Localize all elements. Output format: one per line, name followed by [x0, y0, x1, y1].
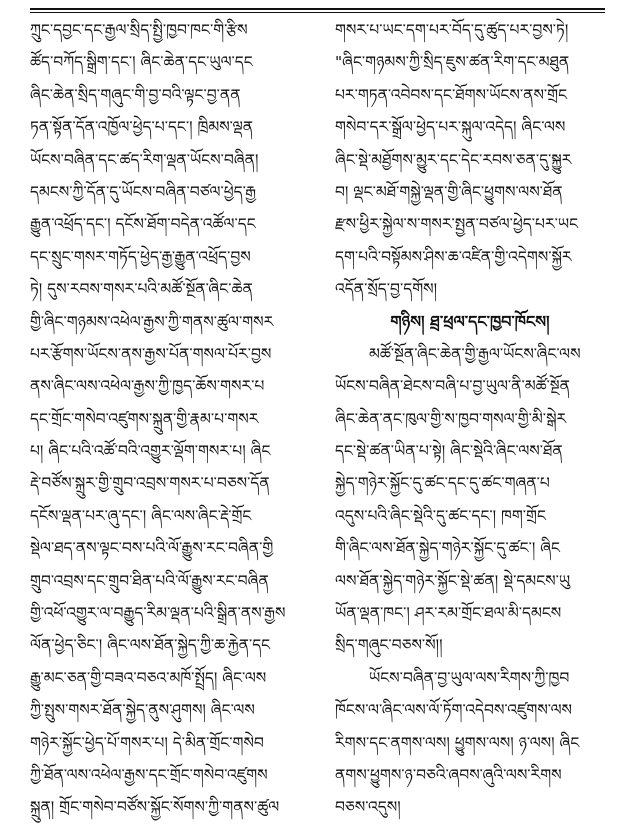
- text-line: རྒྱུན་འཕྲོད་དང་། དངོས་ཐོག་བདེན་འཚོལ་དང: [30, 215, 256, 234]
- text-line: གྱི་ཞིང་གཉམས་འཕེལ་རྒྱས་ཀྱི་གནས་ཚུལ་གསར: [30, 312, 274, 331]
- paragraph-first-line: ཡོངས་བཞིན་བྱ་ཡུལ་ལས་རིགས་ཀྱི་ཁྱབ: [369, 668, 570, 687]
- section-heading: གཉིས། ཐྲ་ཕྲལ་དང་ཁྱབ་ཁོངས།: [390, 311, 550, 331]
- text-line: འདོན་སྲོད་བྱ་དགོས།: [335, 280, 438, 299]
- text-line: རྫས་ཕྱིར་སྐྱེལ་ས་གསར་སྤྱན་བཙལ་ཕྱེད་པར་ཡང: [335, 215, 579, 234]
- text-line: གྲུབ་འབྲས་དང་གྲུབ་ཐིན་པའི་ལོ་རྒྱུས་རང་བཞིན: [30, 571, 269, 590]
- text-line: བ། ལྡང་མཐོ་གསྐྱེ་ལྡན་གྱི་ཞིང་ཕྱུགས་ལས་ཐོན: [335, 182, 563, 201]
- text-line: གཉེར་སྐྱོང་ཕྱེད་པོ་གསར་པ། དེ་མིན་གྲོང་གསེབ: [30, 733, 264, 752]
- text-line: རྒྱུ་མང་ཅན་གྱི་བཟའ་བཅའ་མཁོ་སྤྲོད། ཞིང་ལས: [30, 668, 267, 687]
- text-line: གསར་པ་ཡང་དག་པར་བོད་དུ་ཚུད་པར་བྱས་ཏེ།: [335, 21, 569, 39]
- text-line: རྡེ་བཙོས་སྐྲུར་གྱི་གྲུབ་འབྲས་གསར་པ་བཅས་དོན: [30, 474, 270, 493]
- text-line: ཀྱི་སྤུས་གསར་ཐོན་སྐྱེད་ནུས་ཤུགས། ཞིང་ལས: [30, 701, 255, 720]
- text-line: དང་སྡེ་ཚན་ཡིན་པ་སྟེ། ཞིང་སྡེའི་ཞིང་ལས་ཐོན: [335, 442, 563, 461]
- top-double-rule-thin: [30, 12, 605, 13]
- text-line: གྱི་འཕོ་འགྱུར་ལ་བརྒྱུད་རིམ་ལྡན་པའི་སྒྲིན་ནས་རྒྱས: [30, 604, 286, 623]
- text-line: ཞིང་ཆེན་ནང་ཁུལ་གྱི་ས་ཁྱབ་གསལ་གྱི་མི་སྒེར: [335, 409, 567, 428]
- text-line: ལས་ཐོན་སྐྱེད་གཉེར་སྐྱོང་སྡེ་ཚན། སྡེ་དམངས་ཡུ: [335, 571, 571, 590]
- text-line: ཏེ། དུས་རབས་གསར་པའི་མཚོ་སྔོན་ཞིང་ཆེན: [30, 280, 253, 299]
- text-line: "ཞིང་གཉམས་ཀྱི་སྲིད་ཇུས་ཚན་རིག་དང་མཐུན: [335, 53, 570, 72]
- text-line: པར་གཏན་འབེབས་དང་ཐོགས་ཡོངས་ནས་གྲོང: [335, 85, 568, 104]
- text-line: ཡོངས་བཞིན་ཐེངས་བཞི་པ་བྱ་ཡུལ་ནི་མཚོ་སྔོན: [335, 377, 570, 396]
- text-line: དངོས་ལྡན་པར་ཞུ་དང་། ཞིང་ལས་ཞིང་རྡེ་གྲོང: [30, 506, 252, 525]
- text-line: དག་པའི་བསྟོམས་ཤིས་ཆ་འཛིན་གྱི་འདེགས་སྐྱོར: [335, 247, 572, 266]
- text-line: ཁོངས་ལ་ཞིང་ལས་ལོ་ཏོག་འདེབས་འཛུགས་ལས: [335, 701, 572, 720]
- text-line: ཀྲུང་དབྱང་དང་རྒྱལ་སྲིད་སྤྱི་ཁྱབ་ཁང་གི་རྩིས: [30, 21, 248, 39]
- left-text-column: [30, 14, 312, 838]
- text-line: དང་སྲུང་གསར་གཏོད་ཕྱེད་རྒྱ་རྒྱུན་འཕྲོད་བྱས: [30, 247, 251, 266]
- text-line: དང་གྲོང་གསེབ་འཛུགས་སྐྲུན་གྱི་རྣམ་པ་གསར: [30, 409, 259, 428]
- text-line: པར་རྩོགས་ཡོངས་ནས་རྒྱས་པོན་གསལ་པོར་བྱས: [30, 344, 272, 363]
- text-line: ཀྱི་ཐོན་ལས་འཕེལ་རྒྱས་དང་གྲོང་གསེབ་འཛུགས: [30, 765, 268, 784]
- right-text-column: [335, 14, 605, 838]
- text-line: རིགས་དང་ནགས་ལས། ཕྱུགས་ལས། ཉ་ལས། ཞིང: [335, 733, 580, 752]
- text-line: དམངས་ཀྱི་དོན་དུ་ཡོངས་བཞིན་བཙལ་ཕྱེད་རྒྱ: [30, 182, 257, 201]
- paragraph-first-line: མཚོ་སྔོན་ཞིང་ཆེན་གྱི་རྒྱལ་ཡོངས་ཞིང་ལས: [369, 344, 581, 363]
- text-line: ཞིང་ཆེན་སྲིད་གཞུང་གི་བྱ་བའི་ལྟང་བྱ་ནན: [30, 85, 241, 104]
- text-line: ཞིང་སྡེ་མཐྱོགས་མྱུར་དང་དེང་རབས་ཅན་དུ་སྐྱུར: [335, 150, 572, 169]
- top-double-rule-thick: [30, 8, 605, 10]
- text-line: སྐྲུན། གྲོང་གསེབ་བཙོས་སྐྱོང་སོགས་ཀྱི་གནས་ཚུལ: [30, 798, 280, 817]
- text-line: གསེབ་དར་སྒྲོལ་ཕྱེད་པར་སྐུལ་འདེད། ཞིང་ལས: [335, 118, 566, 137]
- text-line: ནས་ཞིང་ལས་འཕེལ་རྒྱས་ཀྱི་ཁྱད་ཆོས་གསར་པ: [30, 377, 265, 396]
- text-line: བཅས་འདུས།: [335, 798, 401, 817]
- text-line: པ། ཞིང་པའི་འཚོ་བའི་འགྱུར་ལྡོག་གསར་པ། ཞིང: [30, 442, 271, 461]
- text-line: ལོན་ཕྱེད་ཅིང་། ཞིང་ལས་ཐོན་སྐྱེད་ཀྱི་ཆ་རྐྱེན་དང: [30, 636, 271, 655]
- text-line: ཡོན་ལྡན་ཁང་། ཤར་རམ་གྲོང་ཐལ་མི་དམངས: [335, 604, 562, 623]
- text-line: སྐྱེད་གཉེར་སྐྱོང་དུ་ཚང་དང་དུ་ཚང་གཞན་པ: [335, 474, 550, 493]
- text-line: ནགས་ཕྱུགས་ཉ་བཅའི་ཞབས་ཞུའི་ལས་རིགས: [335, 765, 562, 784]
- text-line: གི་ཞིང་ལས་ཐོན་སྐྱེད་གཉེར་སྐྱོང་དུ་ཚང་། ཞིང: [335, 539, 560, 558]
- text-line: འདུས་པའི་ཞིང་སྡེའི་དུ་ཚང་དང་། ཁག་གྲོང: [335, 506, 546, 525]
- text-line: སྡེལ་ཐད་ནས་ལྟང་བས་པའི་ལོ་རྒྱུས་རང་བཞིན་གྱི: [30, 539, 274, 558]
- text-line: ཏན་སྟོན་དོན་འཁྱོལ་ཕྱེད་པ་དང་། ཁྲིམས་ལྡན: [30, 118, 254, 137]
- text-line: སྲིད་གཞུང་བཅས་སོ།།: [335, 636, 443, 655]
- text-line: ཡོངས་བཞིན་དང་ཚད་རིག་ལྡན་ཡོངས་བཞིན།: [30, 150, 259, 169]
- text-line: ཚོད་བཀོད་སྒྲིག་དང་། ཞིང་ཆེན་དང་ཡུལ་དང: [30, 53, 253, 72]
